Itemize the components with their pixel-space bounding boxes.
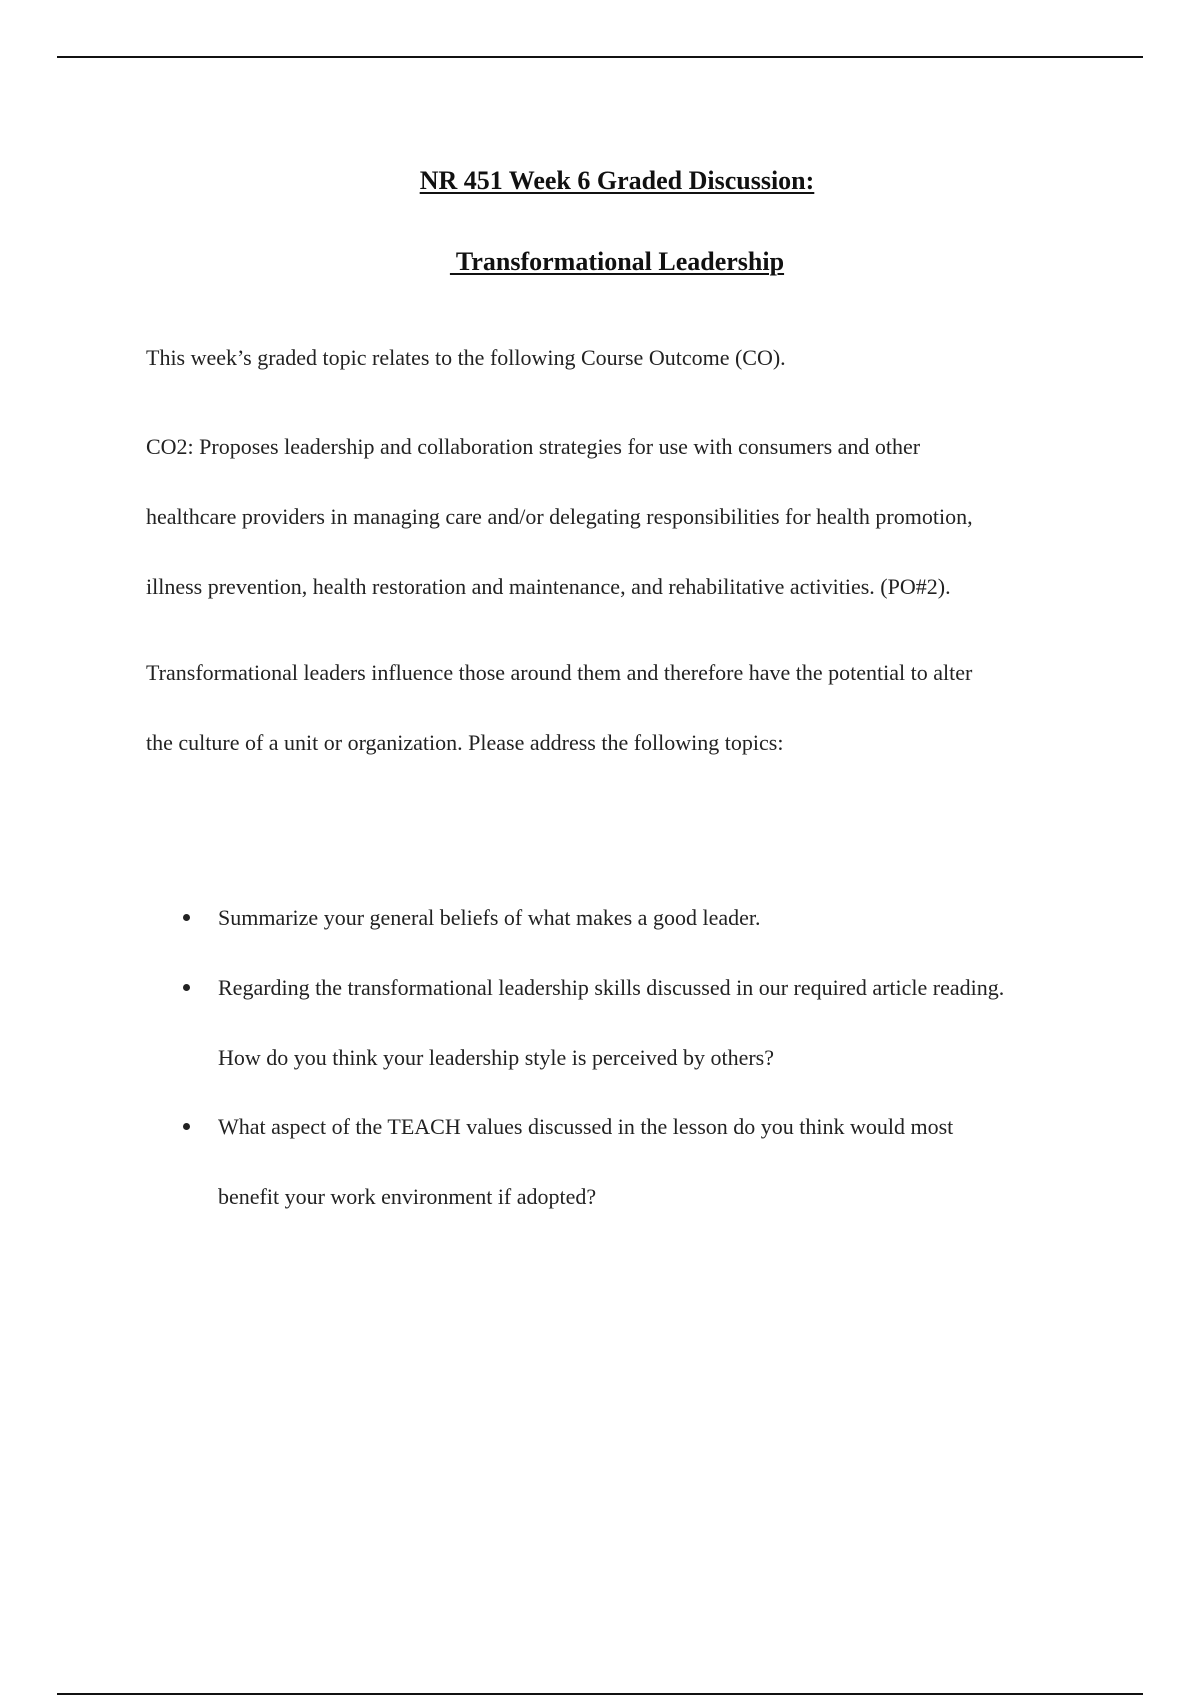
- intro-paragraph: This week’s graded topic relates to the following Course Outcome (CO).: [146, 345, 786, 370]
- co2-line-3: illness prevention, health restoration and maintenance, and rehabilitative activities. (PO#2).: [146, 574, 951, 599]
- bullet-2-line-1: Regarding the transformational leadership skills discussed in our required article reading.: [218, 975, 1005, 1000]
- co2-line-2: healthcare providers in managing care and/or delegating responsibilities for health promotion,: [146, 504, 973, 529]
- document-title-line-1: NR 451 Week 6 Graded Discussion:: [419, 166, 815, 195]
- transform-line-1: Transformational leaders influence those around them and therefore have the potential to alter: [146, 660, 973, 685]
- header-rule: [57, 56, 1143, 58]
- bullet-1-line-1: Summarize your general beliefs of what makes a good leader.: [218, 905, 761, 930]
- bullet-dot-icon: [183, 984, 190, 991]
- co2-line-1: CO2: Proposes leadership and collaboration strategies for use with consumers and other: [146, 434, 921, 459]
- bullet-dot-icon: [183, 914, 190, 921]
- bullet-2-line-2: How do you think your leadership style is perceived by others?: [218, 1045, 774, 1070]
- bullet-dot-icon: [183, 1123, 190, 1130]
- transform-line-2: the culture of a unit or organization. Please address the following topics:: [146, 730, 784, 755]
- bullet-3-line-2: benefit your work environment if adopted?: [218, 1184, 597, 1209]
- bullet-3-line-1: What aspect of the TEACH values discussed in the lesson do you think would most: [218, 1114, 954, 1139]
- document-title-line-2: Transformational Leadership: [449, 247, 785, 276]
- footer-rule: [57, 1693, 1143, 1695]
